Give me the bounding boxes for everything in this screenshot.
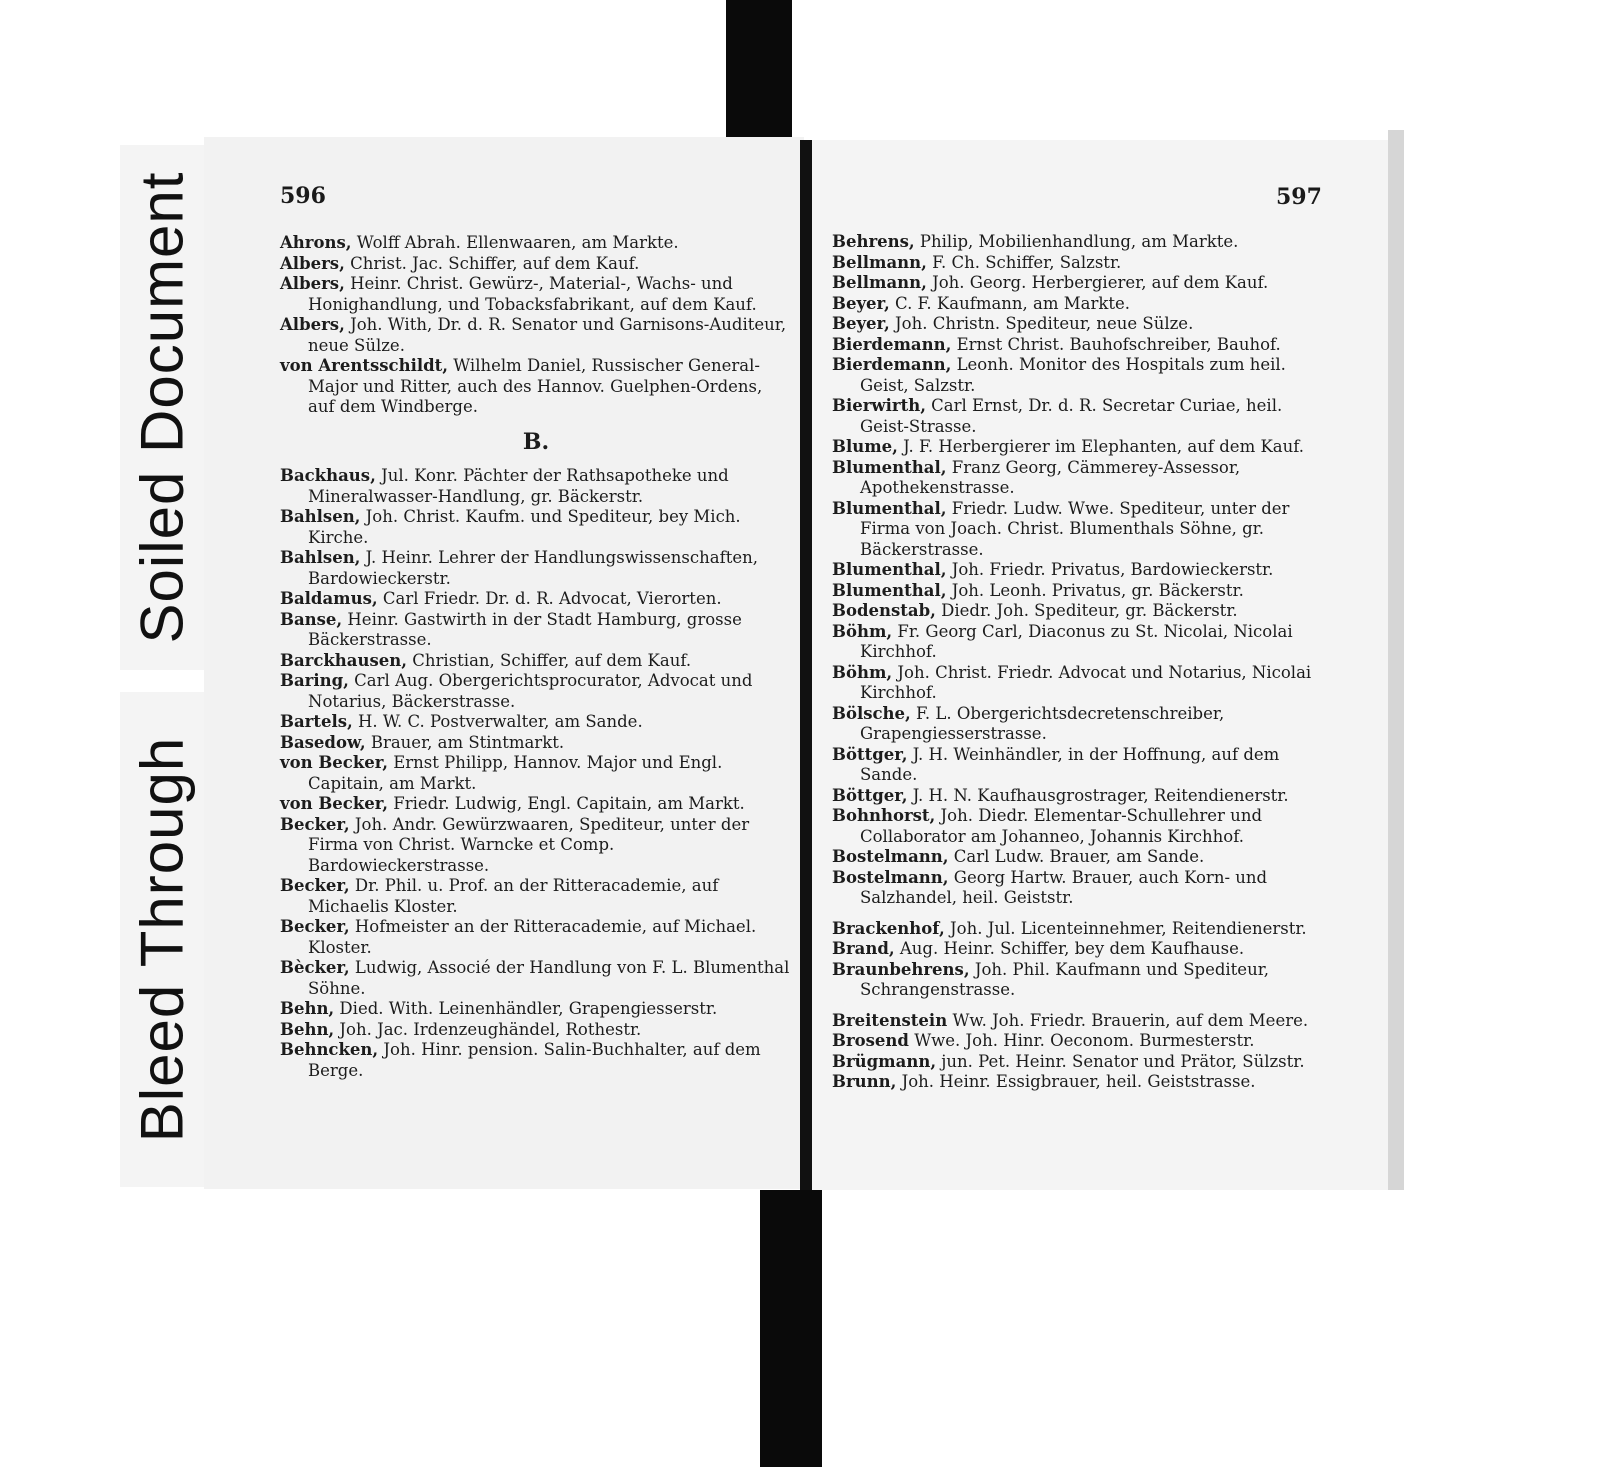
entry-details: Aug. Heinr. Schiffer, bey dem Kaufhause. (894, 939, 1245, 958)
entry-surname: Braunbehrens, (832, 959, 970, 979)
entry-details: Dr. Phil. u. Prof. an der Ritteracademie, auf Michaelis Kloster. (308, 876, 719, 916)
section-heading-b: B. (522, 428, 550, 455)
directory-entry (280, 753, 792, 794)
entry-surname: Behn, (280, 1019, 335, 1039)
entry-details: Died. With. Leinenhändler, Grapengiesserstr. (334, 999, 718, 1018)
entry-surname: Bècker, (280, 958, 350, 977)
entry-surname: von Arentsschildt, (280, 356, 449, 375)
entry-surname: Brunn, (832, 1072, 897, 1091)
directory-entry (832, 1052, 1330, 1073)
entry-details: Heinr. Christ. Gewürz-, Material-, Wachs- und Honighandlung, und Tobacksfabrikant, auf dem Kauf. (308, 274, 757, 314)
entry-details: Joh. Jul. Licenteinnehmer, Reitendienerstr. (944, 918, 1307, 938)
directory-entry (832, 847, 1330, 868)
entry-details: F. L. Obergerichtsdecretenschreiber, Grapengiesserstrasse. (860, 703, 1225, 743)
directory-entry (832, 868, 1330, 909)
left-entries (280, 233, 792, 1081)
directory-entry (280, 917, 792, 958)
entry-details: Ww. Joh. Friedr. Brauerin, auf dem Meere. (947, 1010, 1309, 1030)
directory-entry (832, 232, 1330, 253)
entry-details: F. Ch. Schiffer, Salzstr. (926, 252, 1122, 272)
directory-entry (280, 999, 792, 1020)
entry-surname: von Becker, (280, 753, 388, 772)
entry-surname: Bellmann, (832, 252, 927, 272)
entry-surname: Blumenthal, (832, 498, 947, 518)
entry-details: Friedr. Ludw. Wwe. Spediteur, unter der Firma von Joach. Christ. Blumenthals Söhne, gr. Bäckerstrasse. (860, 498, 1290, 559)
entry-surname: Behrens, (832, 232, 915, 251)
directory-entry (832, 806, 1330, 847)
entry-surname: Bostelmann, (832, 847, 949, 866)
entry-surname: Backhaus, (280, 466, 376, 485)
entry-surname: Bostelmann, (832, 867, 949, 887)
entry-surname: Brosend (832, 1031, 909, 1050)
entry-details: Joh. Christn. Spediteur, neue Sülze. (889, 314, 1194, 333)
entry-details: Joh. Jac. Irdenzeughändel, Rothestr. (334, 1019, 642, 1039)
directory-entry (280, 507, 792, 548)
entry-surname: von Becker, (280, 794, 388, 813)
entry-details: Georg Hartw. Brauer, auch Korn- und Salzhandel, heil. Geiststr. (860, 867, 1268, 907)
entry-surname: Barckhausen, (280, 650, 408, 670)
entry-details: Joh. Christ. Friedr. Advocat und Notarius, Nicolai Kirchhof. (860, 662, 1312, 702)
binding-strap-top (726, 0, 792, 150)
directory-entry (832, 939, 1330, 960)
directory-entry (280, 958, 792, 999)
entry-details: Brauer, am Stintmarkt. (365, 732, 565, 752)
entry-surname: Bahlsen, (280, 548, 361, 567)
entry-details: Carl Friedr. Dr. d. R. Advocat, Vierorten. (377, 589, 722, 608)
entry-details: Philip, Mobilienhandlung, am Markte. (914, 232, 1239, 251)
entry-surname: Behncken, (280, 1040, 379, 1059)
entry-surname: Blume, (832, 437, 898, 456)
entry-surname: Beyer, (832, 314, 890, 333)
directory-entry (832, 581, 1330, 602)
directory-entry (280, 1020, 792, 1041)
directory-entry (280, 1040, 792, 1081)
directory-entry (280, 712, 792, 733)
entry-details: Wilhelm Daniel, Russischer General-Major und Ritter, auch des Hannov. Guelphen-Ordens, auf dem Windberge. (308, 356, 763, 416)
directory-entry (832, 663, 1330, 704)
directory-entry (832, 560, 1330, 581)
directory-entry (832, 960, 1330, 1001)
entry-details: H. W. C. Postverwalter, am Sande. (352, 712, 643, 731)
directory-entry (832, 273, 1330, 294)
entry-details: jun. Pet. Heinr. Senator und Prätor, Sülzstr. (936, 1051, 1305, 1071)
entry-details: J. H. Weinhändler, in der Hoffnung, auf dem Sande. (860, 744, 1280, 784)
left-entries-b (280, 466, 792, 1081)
entry-surname: Blumenthal, (832, 560, 947, 579)
entry-details: Wwe. Joh. Hinr. Oeconom. Burmesterstr. (908, 1031, 1255, 1050)
entry-details: Jul. Konr. Pächter der Rathsapotheke und Mineralwasser-Handlung, gr. Bäckerstr. (308, 466, 729, 506)
entry-details: J. Heinr. Lehrer der Handlungswissenschaften, Bardowieckerstr. (308, 548, 758, 588)
entry-surname: Blumenthal, (832, 457, 947, 477)
entry-surname: Albers, (280, 274, 345, 293)
directory-entry (832, 786, 1330, 807)
directory-entry (832, 458, 1330, 499)
bleed-through-text: Bleed Through (128, 736, 196, 1143)
entry-details: J. F. Herbergierer im Elephanten, auf dem Kauf. (897, 437, 1305, 456)
entry-surname: Baldamus, (280, 589, 378, 608)
directory-entry (280, 466, 792, 507)
entry-surname: Bartels, (280, 712, 353, 731)
entry-details: Ludwig, Associé der Handlung von F. L. Blumenthal Söhne. (308, 958, 790, 998)
soiled-document-text: Soiled Document (128, 171, 196, 644)
directory-entry (832, 253, 1330, 274)
entry-surname: Brand, (832, 939, 895, 958)
directory-entry (832, 499, 1330, 561)
entry-surname: Becker, (280, 876, 350, 895)
directory-entry (280, 794, 792, 815)
directory-entry (280, 589, 792, 610)
entry-details: Joh. Hinr. pension. Salin-Buchhalter, auf dem Berge. (308, 1040, 761, 1080)
entry-details: Carl Ernst, Dr. d. R. Secretar Curiae, heil. Geist-Strasse. (860, 396, 1283, 436)
entry-details: Fr. Georg Carl, Diaconus zu St. Nicolai, Nicolai Kirchhof. (860, 621, 1293, 661)
entry-details: Franz Georg, Cämmerey-Assessor, Apothekenstrasse. (860, 457, 1241, 497)
left-page (204, 137, 804, 1189)
entry-details: Diedr. Joh. Spediteur, gr. Bäckerstr. (935, 601, 1238, 620)
entry-surname: Böttger, (832, 744, 908, 764)
entry-details: Joh. Phil. Kaufmann und Spediteur, Schrangenstrasse. (860, 959, 1270, 999)
bleed-through-label (120, 692, 204, 1187)
entry-surname: Basedow, (280, 732, 366, 752)
entry-surname: Ahrons, (280, 233, 352, 252)
directory-entry (280, 671, 792, 712)
directory-entry (280, 233, 792, 254)
directory-entry (832, 1011, 1330, 1032)
entry-surname: Bahlsen, (280, 507, 361, 526)
directory-entry (832, 437, 1330, 458)
entry-surname: Böhm, (832, 662, 893, 682)
entry-details: Carl Aug. Obergerichtsprocurator, Advocat und Notarius, Bäckerstrasse. (308, 671, 753, 711)
right-entries-c (832, 919, 1330, 1001)
entry-surname: Albers, (280, 253, 345, 273)
left-page-number: 596 (280, 183, 326, 209)
entry-surname: Bierwirth, (832, 396, 926, 415)
right-entries-a (832, 232, 1330, 909)
entry-details: Joh. Diedr. Elementar-Schullehrer und Collaborator am Johanneo, Johannis Kirchhof. (860, 806, 1263, 846)
entry-details: Joh. Andr. Gewürzwaaren, Spediteur, unter der Firma von Christ. Warncke et Comp. Bardowieckerstrasse. (308, 814, 750, 875)
directory-entry (280, 733, 792, 754)
entry-details: Joh. Christ. Kaufm. und Spediteur, bey Mich. Kirche. (308, 507, 741, 547)
entry-details: Leonh. Monitor des Hospitals zum heil. Geist, Salzstr. (860, 355, 1286, 395)
entry-surname: Bierdemann, (832, 355, 952, 374)
entry-surname: Behn, (280, 999, 335, 1018)
entry-details: Joh. Georg. Herbergierer, auf dem Kauf. (926, 273, 1269, 292)
directory-entry (832, 355, 1330, 396)
entry-details: Hofmeister an der Ritteracademie, auf Michael. Kloster. (308, 917, 757, 957)
entry-surname: Becker, (280, 814, 350, 834)
directory-entry (280, 610, 792, 651)
directory-entry (832, 601, 1330, 622)
directory-entry (832, 396, 1330, 437)
entry-surname: Albers, (280, 315, 345, 334)
entry-surname: Bohnhorst, (832, 806, 936, 825)
entry-details: Joh. With, Dr. d. R. Senator und Garnisons-Auditeur, neue Sülze. (308, 315, 787, 355)
binding-strap-bottom (760, 1190, 822, 1467)
right-entries-d (832, 1011, 1330, 1093)
entry-details: Carl Ludw. Brauer, am Sande. (948, 847, 1205, 866)
directory-entry (832, 294, 1330, 315)
entry-details: Friedr. Ludwig, Engl. Capitain, am Markt. (388, 794, 745, 813)
directory-entry (832, 1031, 1330, 1052)
entry-details: Joh. Leonh. Privatus, gr. Bäckerstr. (946, 580, 1244, 600)
entry-surname: Brügmann, (832, 1051, 937, 1071)
directory-entry (280, 876, 792, 917)
entry-surname: Banse, (280, 609, 343, 629)
entry-details: Christ. Jac. Schiffer, auf dem Kauf. (344, 253, 640, 273)
entry-surname: Bierdemann, (832, 334, 952, 354)
entry-surname: Böttger, (832, 785, 908, 805)
directory-entry (280, 815, 792, 877)
directory-entry (280, 254, 792, 275)
directory-entry (832, 622, 1330, 663)
entry-surname: Böhm, (832, 621, 893, 641)
directory-entry (280, 548, 792, 589)
entry-surname: Brackenhof, (832, 918, 945, 938)
directory-entry (832, 335, 1330, 356)
entry-details: J. H. N. Kaufhausgrostrager, Reitendienerstr. (907, 785, 1289, 805)
right-page-number: 597 (1276, 184, 1322, 210)
directory-entry (832, 919, 1330, 940)
directory-entry (832, 745, 1330, 786)
left-entries-a (280, 233, 792, 418)
entry-surname: Blumenthal, (832, 580, 947, 600)
entry-details: Joh. Heinr. Essigbrauer, heil. Geiststrasse. (896, 1072, 1256, 1091)
page-edge (1388, 130, 1404, 1190)
entry-surname: Bölsche, (832, 703, 911, 723)
entry-surname: Bellmann, (832, 273, 927, 292)
entry-surname: Beyer, (832, 293, 890, 313)
entry-surname: Baring, (280, 671, 349, 690)
directory-entry (280, 356, 792, 418)
entry-details: Joh. Friedr. Privatus, Bardowieckerstr. (946, 560, 1274, 579)
directory-entry (280, 274, 792, 315)
entry-surname: Breitenstein (832, 1010, 948, 1030)
entry-details: Heinr. Gastwirth in der Stadt Hamburg, grosse Bäckerstrasse. (308, 609, 742, 649)
directory-entry (280, 315, 792, 356)
directory-entry (280, 651, 792, 672)
entry-details: Wolff Abrah. Ellenwaaren, am Markte. (351, 233, 679, 252)
right-page (812, 140, 1404, 1190)
entry-surname: Bodenstab, (832, 601, 936, 620)
directory-entry (832, 704, 1330, 745)
entry-surname: Becker, (280, 917, 350, 936)
soiled-document-label (120, 145, 204, 670)
directory-entry (832, 1072, 1330, 1093)
entry-details: Ernst Philipp, Hannov. Major und Engl. Capitain, am Markt. (308, 753, 723, 793)
entry-details: C. F. Kaufmann, am Markte. (889, 293, 1131, 313)
directory-entry (832, 314, 1330, 335)
right-entries (832, 232, 1330, 1093)
entry-details: Ernst Christ. Bauhofschreiber, Bauhof. (951, 334, 1281, 354)
entry-details: Christian, Schiffer, auf dem Kauf. (407, 650, 692, 670)
